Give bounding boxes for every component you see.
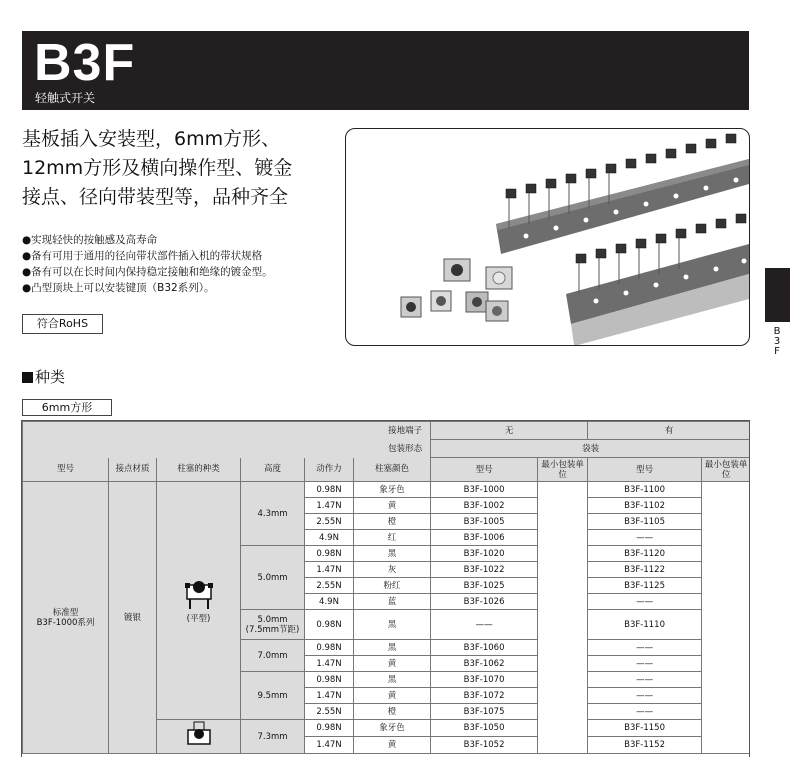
force-cell: 1.47N [305,656,354,672]
product-title: B3F [34,34,136,92]
force-cell: 2.55N [305,514,354,530]
color-cell: 黄 [354,498,431,514]
color-cell: 橙 [354,514,431,530]
model-cell: —— [588,704,702,720]
side-tab-char: F [774,346,780,357]
model-cell: B3F-1050 [431,720,538,737]
header-height: 高度 [241,458,305,482]
model-cell: B3F-1102 [588,498,702,514]
header-contact: 接点材质 [109,458,157,482]
section-heading [22,368,65,386]
color-cell: 红 [354,530,431,546]
header-force: 动作力 [305,458,354,482]
color-cell: 黄 [354,737,431,754]
force-cell: 1.47N [305,498,354,514]
headline-line: 12mm方形及横向操作型、镀金 [22,157,293,179]
color-cell: 黑 [354,672,431,688]
side-tab-label [770,327,784,357]
side-tab [765,268,790,322]
model-cell: B3F-1052 [431,737,538,754]
headline [22,125,342,212]
force-cell: 2.55N [305,704,354,720]
header-pack-form: 包装形态 [23,440,431,458]
section-title: 种类 [35,368,66,386]
subsection-label: 6mm方形 [22,399,112,416]
height-cell: 4.3mm [241,482,305,546]
series-name: 标准型 [52,607,79,618]
force-cell: 4.9N [305,594,354,610]
header-bulk: 袋装 [431,440,750,458]
model-cell: B3F-1070 [431,672,538,688]
model-cell: —— [588,530,702,546]
minpack-cell [702,482,750,754]
color-cell: 粉红 [354,578,431,594]
header-model-none: 型号 [431,458,538,482]
height-note: (7.5mm节距) [245,624,300,635]
force-cell: 0.98N [305,720,354,737]
minpack-cell [538,482,588,754]
header-model: 型号 [23,458,109,482]
feature-list [22,232,352,296]
force-cell: 0.98N [305,610,354,640]
projected-plunger-switch-icon [184,720,214,750]
square-bullet-icon [22,372,33,383]
color-cell: 黄 [354,688,431,704]
color-cell: 黑 [354,610,431,640]
switch-tape-illustration [346,129,749,345]
color-cell: 黄 [354,656,431,672]
model-cell: B3F-1025 [431,578,538,594]
model-cell: —— [588,640,702,656]
model-cell: B3F-1152 [588,737,702,754]
contact-cell: 镀银 [109,482,157,754]
model-cell: B3F-1120 [588,546,702,562]
height-cell: 7.0mm [241,640,305,672]
side-tab-char: B [773,326,781,337]
product-photo [345,128,750,346]
header-minpack-none: 最小包装单位 [538,458,588,482]
height-cell: 9.5mm [241,672,305,720]
header-minpack-have: 最小包装单位 [702,458,750,482]
series-code: B3F-1000系列 [36,617,95,628]
model-cell: B3F-1100 [588,482,702,498]
color-cell: 黑 [354,640,431,656]
force-cell: 0.98N [305,482,354,498]
model-cell: B3F-1020 [431,546,538,562]
table-row [23,482,751,498]
title-bar [22,31,749,110]
feature-item: ●备有可用于通用的径向带状部件插入机的带状规格 [22,250,263,262]
header-have: 有 [588,422,750,440]
color-cell: 黑 [354,546,431,562]
model-cell: B3F-1110 [588,610,702,640]
force-cell: 1.47N [305,737,354,754]
model-cell: B3F-1005 [431,514,538,530]
plunger-cell [157,482,241,720]
force-cell: 2.55N [305,578,354,594]
model-cell: B3F-1150 [588,720,702,737]
model-cell: B3F-1072 [431,688,538,704]
product-subtitle: 轻触式开关 [35,91,96,105]
model-cell: B3F-1060 [431,640,538,656]
force-cell: 0.98N [305,640,354,656]
flat-plunger-switch-icon [181,577,217,611]
header-color: 柱塞颜色 [354,458,431,482]
color-cell: 灰 [354,562,431,578]
force-cell: 4.9N [305,530,354,546]
height-cell: 5.0mm [241,546,305,610]
header-plunger: 柱塞的种类 [157,458,241,482]
color-cell: 橙 [354,704,431,720]
height-cell [241,610,305,640]
color-cell: 象牙色 [354,482,431,498]
model-cell: —— [588,594,702,610]
model-cell: —— [588,672,702,688]
headline-line: 基板插入安装型，6mm方形、 [22,128,281,150]
model-cell: B3F-1000 [431,482,538,498]
height-cell: 7.3mm [241,720,305,754]
model-cell: B3F-1026 [431,594,538,610]
feature-item: ●实现轻快的按触感及高寿命 [22,234,158,246]
force-cell: 1.47N [305,688,354,704]
model-cell: B3F-1105 [588,514,702,530]
feature-item: ●凸型顶块上可以安装键顶（B32系列）。 [22,282,215,294]
model-cell: B3F-1122 [588,562,702,578]
model-cell: B3F-1075 [431,704,538,720]
force-cell: 0.98N [305,672,354,688]
side-tab-char: 3 [773,336,781,347]
rohs-badge: 符合RoHS [22,314,103,334]
model-cell: B3F-1002 [431,498,538,514]
model-cell: —— [588,656,702,672]
force-cell: 1.47N [305,562,354,578]
color-cell: 蓝 [354,594,431,610]
model-cell: B3F-1006 [431,530,538,546]
header-model-have: 型号 [588,458,702,482]
model-cell: B3F-1022 [431,562,538,578]
model-cell: —— [588,688,702,704]
color-cell: 象牙色 [354,720,431,737]
feature-item: ●备有可以在长时间内保持稳定接触和绝缘的镀金型。 [22,266,273,278]
header-none: 无 [431,422,588,440]
product-table [21,420,750,757]
force-cell: 0.98N [305,546,354,562]
plunger-cell [157,720,241,754]
series-cell [23,482,109,754]
height-value: 5.0mm [257,614,288,625]
model-cell: B3F-1062 [431,656,538,672]
header-ground-terminal: 接地端子 [23,422,431,440]
model-cell: —— [431,610,538,640]
model-cell: B3F-1125 [588,578,702,594]
headline-line: 接点、径向带装型等，品种齐全 [22,186,289,208]
plunger-type-label: (平型) [186,614,211,624]
